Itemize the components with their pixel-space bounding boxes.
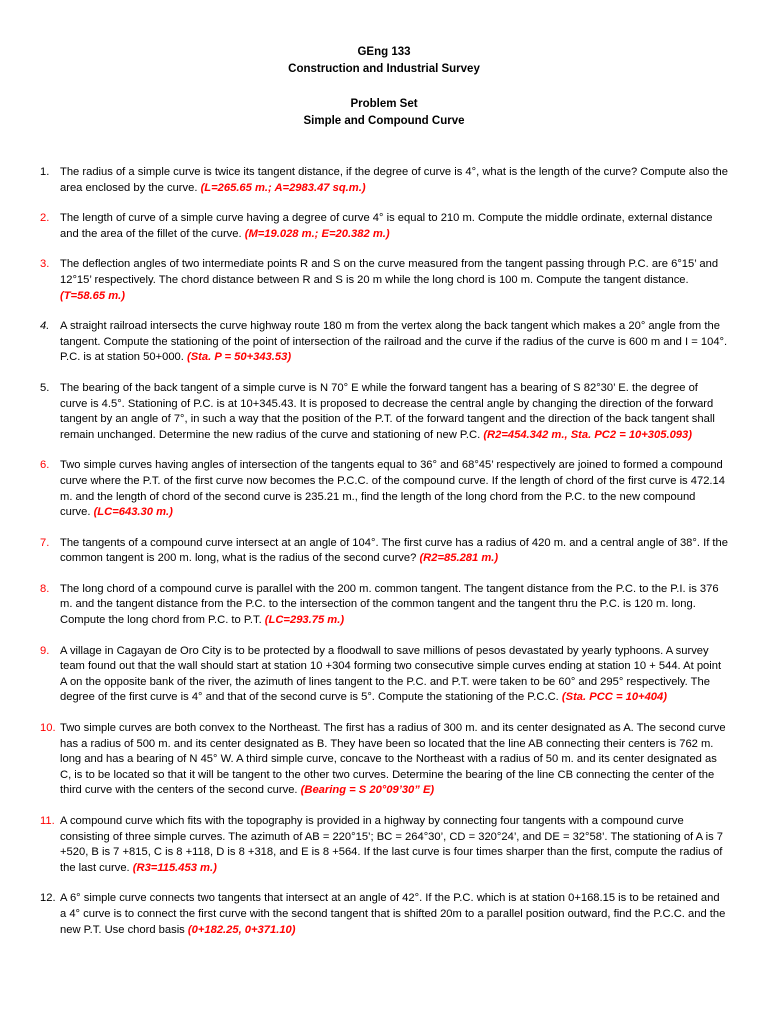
problem-number: 8.: [40, 582, 50, 595]
problem-answer: (M=19.028 m.; E=20.382 m.): [244, 227, 390, 240]
problem-set-subtitle: Simple and Compound Curve: [303, 115, 465, 127]
problem-item: [40, 814, 728, 876]
problem-number: 7.: [40, 536, 50, 549]
problem-item: [40, 319, 728, 366]
problem-statement: The bearing of the back tangent of a simple curve is N 70° E while the forward tangent has a bearing of S 82°30’ E. the degree of curve is 4.5°. Stationing of P.C. is at 10+345.43. It is proposed to decrease the central angle by changing the direction of the forward tangent by an angle of 7°, in such a way that the position of the P.T. of the forward tangent and the direction of the back tangent shall remain unchanged. Determine the new radius of the curve and stationing of new P.C.: [60, 381, 715, 441]
problem-answer: (R3=115.453 m.): [132, 861, 217, 874]
problem-statement: Two simple curves are both convex to the Northeast. The first has a radius of 300 m. and its center designated as A. The second curve has a radius of 500 m. and its center designated as B. They have been so located that the line AB connecting their centers is 762 m. long and has a bearing of N 45° W. A third simple curve, concave to the Northeast with a radius of 50 m. and its center designated as C, is to be located so that it will be tangent to the other two curves. Determine the bearing of the line CB connecting the center of the third curve with the centers of the second curve.: [60, 722, 726, 797]
problem-text: [60, 721, 728, 799]
problem-set-title: Problem Set: [350, 98, 418, 110]
problem-text: [60, 211, 728, 242]
problem-number: 3.: [40, 258, 50, 271]
problem-text: [60, 165, 728, 196]
problem-answer: (LC=293.75 m.): [264, 614, 345, 627]
course-title: Construction and Industrial Survey: [288, 63, 480, 75]
problem-statement: A 6° simple curve connects two tangents that intersect at an angle of 42°. If the P.C. which is at station 0+168.15 is to be retained and a 4° curve is to connect the first curve with the second tangent that is shifted 20m to a parallel position outward, find the P.C.C. and the new P.T. Use chord basis: [60, 892, 726, 936]
problem-answer: (LC=643.30 m.): [93, 506, 173, 519]
problem-number: 5.: [40, 381, 50, 394]
problem-item: [40, 458, 728, 520]
problem-number: 4.: [40, 320, 50, 333]
problem-statement: The length of curve of a simple curve having a degree of curve 4° is equal to 210 m. Compute the middle ordinate, external distance and the area of the fillet of the curve.: [60, 212, 713, 240]
problem-text: [60, 319, 728, 366]
problem-text: [60, 257, 728, 304]
problem-answer: (0+182.25, 0+371.10): [187, 923, 296, 936]
problem-answer: (Sta. PCC = 10+404): [561, 691, 667, 704]
problem-text: [60, 536, 728, 567]
problem-item: [40, 536, 728, 567]
problem-item: [40, 582, 728, 629]
problem-number: 12.: [40, 892, 56, 905]
document-header: [0, 44, 768, 130]
problem-number: 11.: [40, 815, 55, 827]
problem-statement: The tangents of a compound curve intersect at an angle of 104°. The first curve has a radius of 420 m. and a central angle of 38°. If the common tangent is 200 m. long, what is the radius of the second curve?: [60, 536, 728, 565]
problem-answer: (T=58.65 m.): [60, 289, 125, 302]
problem-item: [40, 644, 728, 706]
problem-number: 6.: [40, 459, 50, 472]
problem-statement: The deflection angles of two intermediate points R and S on the curve measured from the tangent passing through P.C. are 6°15’ and 12°15’ respectively. The chord distance between R and S is 20 m while the long chord is 100 m. Compute the tangent distance.: [60, 258, 719, 286]
problem-number: 10.: [40, 722, 56, 735]
problem-answer: (L=265.65 m.; A=2983.47 sq.m.): [200, 181, 366, 194]
problem-statement: The long chord of a compound curve is parallel with the 200 m. common tangent. The tangent distance from the P.C. to the P.I. is 376 m. and the tangent distance from the P.C. to the intersection of the common tangent and the tangent thru the P.C. is 120 m. long. Compute the long chord from P.C. to P.T.: [60, 582, 719, 627]
header-spacer: [0, 78, 768, 96]
problem-answer: (Bearing = S 20°09’30” E): [300, 784, 435, 797]
problem-statement: Two simple curves having angles of intersection of the tangents equal to 36° and 68°45’ respectively are joined to formed a compound curve where the P.T. of the first curve now becomes the P.C.C. of the compound curve. If the length of chord of the first curve is 472.14 m. and the length of chord of the second curve is 235.21 m., find the length of the long chord from the P.C. to the new compound curve.: [60, 459, 725, 519]
problem-text: [60, 644, 728, 706]
problem-item: [40, 721, 728, 799]
problem-list: [40, 165, 728, 953]
problem-statement: The radius of a simple curve is twice its tangent distance, if the degree of curve is 4°, what is the length of the curve? Compute also the area enclosed by the curve.: [60, 166, 728, 194]
problem-statement: A straight railroad intersects the curve highway route 180 m from the vertex along the back tangent which makes a 20° angle from the tangent. Compute the stationing of the point of intersection of the railroad and the curve if the radius of the curve is 600 m and I = 104°. P.C. is at station 50+000.: [60, 320, 728, 364]
problem-statement: A village in Cagayan de Oro City is to be protected by a floodwall to save millions of pesos devastated by yearly typhoons. A survey team found out that the wall should start at station 10 +304 forming two consecutive simple curves ending at station 10 + 544. At point A on the opposite bank of the river, the azimuth of lines tangent to the P.C. and P.T. were taken to be 60° and 295° respectively. The degree of the first curve is 4° and that of the second curve is 5°. Compute the stationing of the P.C.C.: [60, 644, 722, 704]
problem-item: [40, 257, 728, 304]
problem-number: 2.: [40, 212, 50, 225]
problem-text: [60, 381, 728, 443]
problem-item: [40, 165, 728, 196]
problem-item: [40, 381, 728, 443]
problem-statement: A compound curve which fits with the topography is provided in a highway by connecting four tangents with a compound curve consisting of three simple curves. The azimuth of AB = 220°15’; BC = 264°30’, CD = 320°24’, and DE = 32°58’. The stationing of A is 7 +520, B is 7 +815, C is 8 +118, D is 8 +318, and E is 8 +564. If the last curve is four times sharper than the first, compute the radius of the last curve.: [60, 815, 724, 874]
problem-item: [40, 891, 728, 938]
problem-answer: (R2=454.342 m., Sta. PC2 = 10+305.093): [483, 428, 692, 441]
problem-text: [60, 458, 728, 520]
problem-text: [60, 814, 728, 876]
problem-item: [40, 211, 728, 242]
problem-answer: (R2=85.281 m.): [419, 552, 499, 565]
problem-text: [60, 891, 728, 938]
problem-text: [60, 582, 728, 629]
problem-number: 9.: [40, 644, 50, 657]
problem-answer: (Sta. P = 50+343.53): [186, 351, 292, 364]
problem-number: 1.: [40, 166, 50, 178]
course-code: GEng 133: [357, 46, 411, 58]
